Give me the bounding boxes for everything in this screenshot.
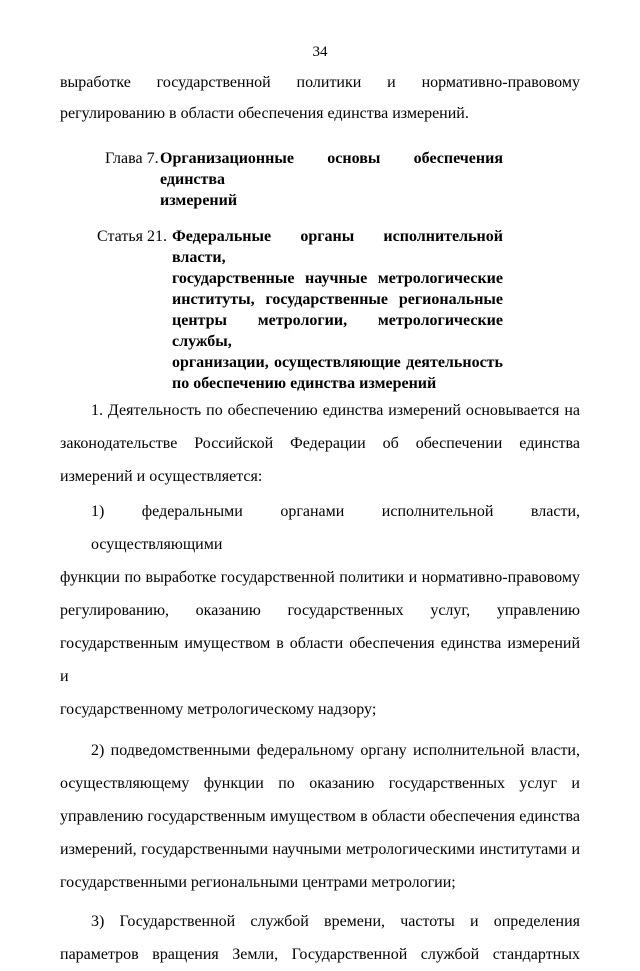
text-line: регулированию в области обеспечения единства измерений.: [60, 105, 469, 122]
paragraph-clause-1: [60, 394, 580, 493]
text-line: 2) подведомственными федеральному органу исполнительной власти,: [91, 742, 580, 759]
text-line: центры метрологии, метрологические службы,: [172, 312, 503, 350]
article-heading: [97, 226, 580, 394]
text-line: 1. Деятельность по обеспечению единства измерений основывается на: [91, 402, 580, 419]
text-line: государственные научные метрологические: [172, 270, 503, 287]
page-number: 34: [312, 44, 328, 60]
text-line: управлению государственным имуществом в области обеспечения единства: [60, 808, 580, 825]
text-line: выработке государственной политики и нормативно-правовому: [60, 74, 580, 91]
text-line: Организационные основы обеспечения единства: [160, 150, 503, 188]
text-line: измерений и осуществляется:: [60, 468, 263, 485]
article-title: [172, 226, 503, 394]
text-line: по обеспечению единства измерений: [172, 375, 437, 392]
page-content: [0, 45, 640, 971]
text-line: законодательстве Российской Федерации об обеспечении единства: [60, 435, 580, 452]
paragraph-item-1: [60, 495, 580, 726]
chapter-label: Глава 7.: [105, 150, 159, 167]
text-line: Федеральные органы исполнительной власти,: [172, 228, 503, 266]
intro-paragraph: [60, 67, 580, 129]
text-line: регулированию, оказанию государственных услуг, управлению: [60, 602, 580, 619]
text-line: институты, государственные региональные: [172, 291, 503, 308]
paragraph-item-2: [60, 734, 580, 899]
text-line: государственному метрологическому надзору;: [60, 701, 377, 718]
chapter-heading: [105, 148, 580, 211]
text-line: функции по выработке государственной политики и нормативно-правовому: [60, 569, 580, 586]
document-page: [0, 44, 640, 963]
text-line: параметров вращения Земли, Государственной службой стандартных: [60, 946, 580, 963]
text-line: государственным имуществом в области обеспечения единства измерений и: [60, 635, 580, 685]
paragraph-item-3: [60, 905, 580, 971]
text-line: организации, осуществляющие деятельность: [172, 354, 503, 371]
text-line: 3) Государственной службой времени, частоты и определения: [91, 913, 580, 930]
text-line: 1) федеральными органами исполнительной власти, осуществляющими: [91, 503, 580, 553]
text-line: осуществляющему функции по оказанию государственных услуг и: [60, 775, 580, 792]
chapter-title: [160, 148, 503, 211]
text-line: измерений, государственными научными метрологическими институтами и: [60, 841, 580, 858]
text-line: измерений: [160, 192, 238, 209]
article-label: Статья 21.: [97, 228, 167, 245]
text-line: государственными региональными центрами метрологии;: [60, 874, 456, 891]
